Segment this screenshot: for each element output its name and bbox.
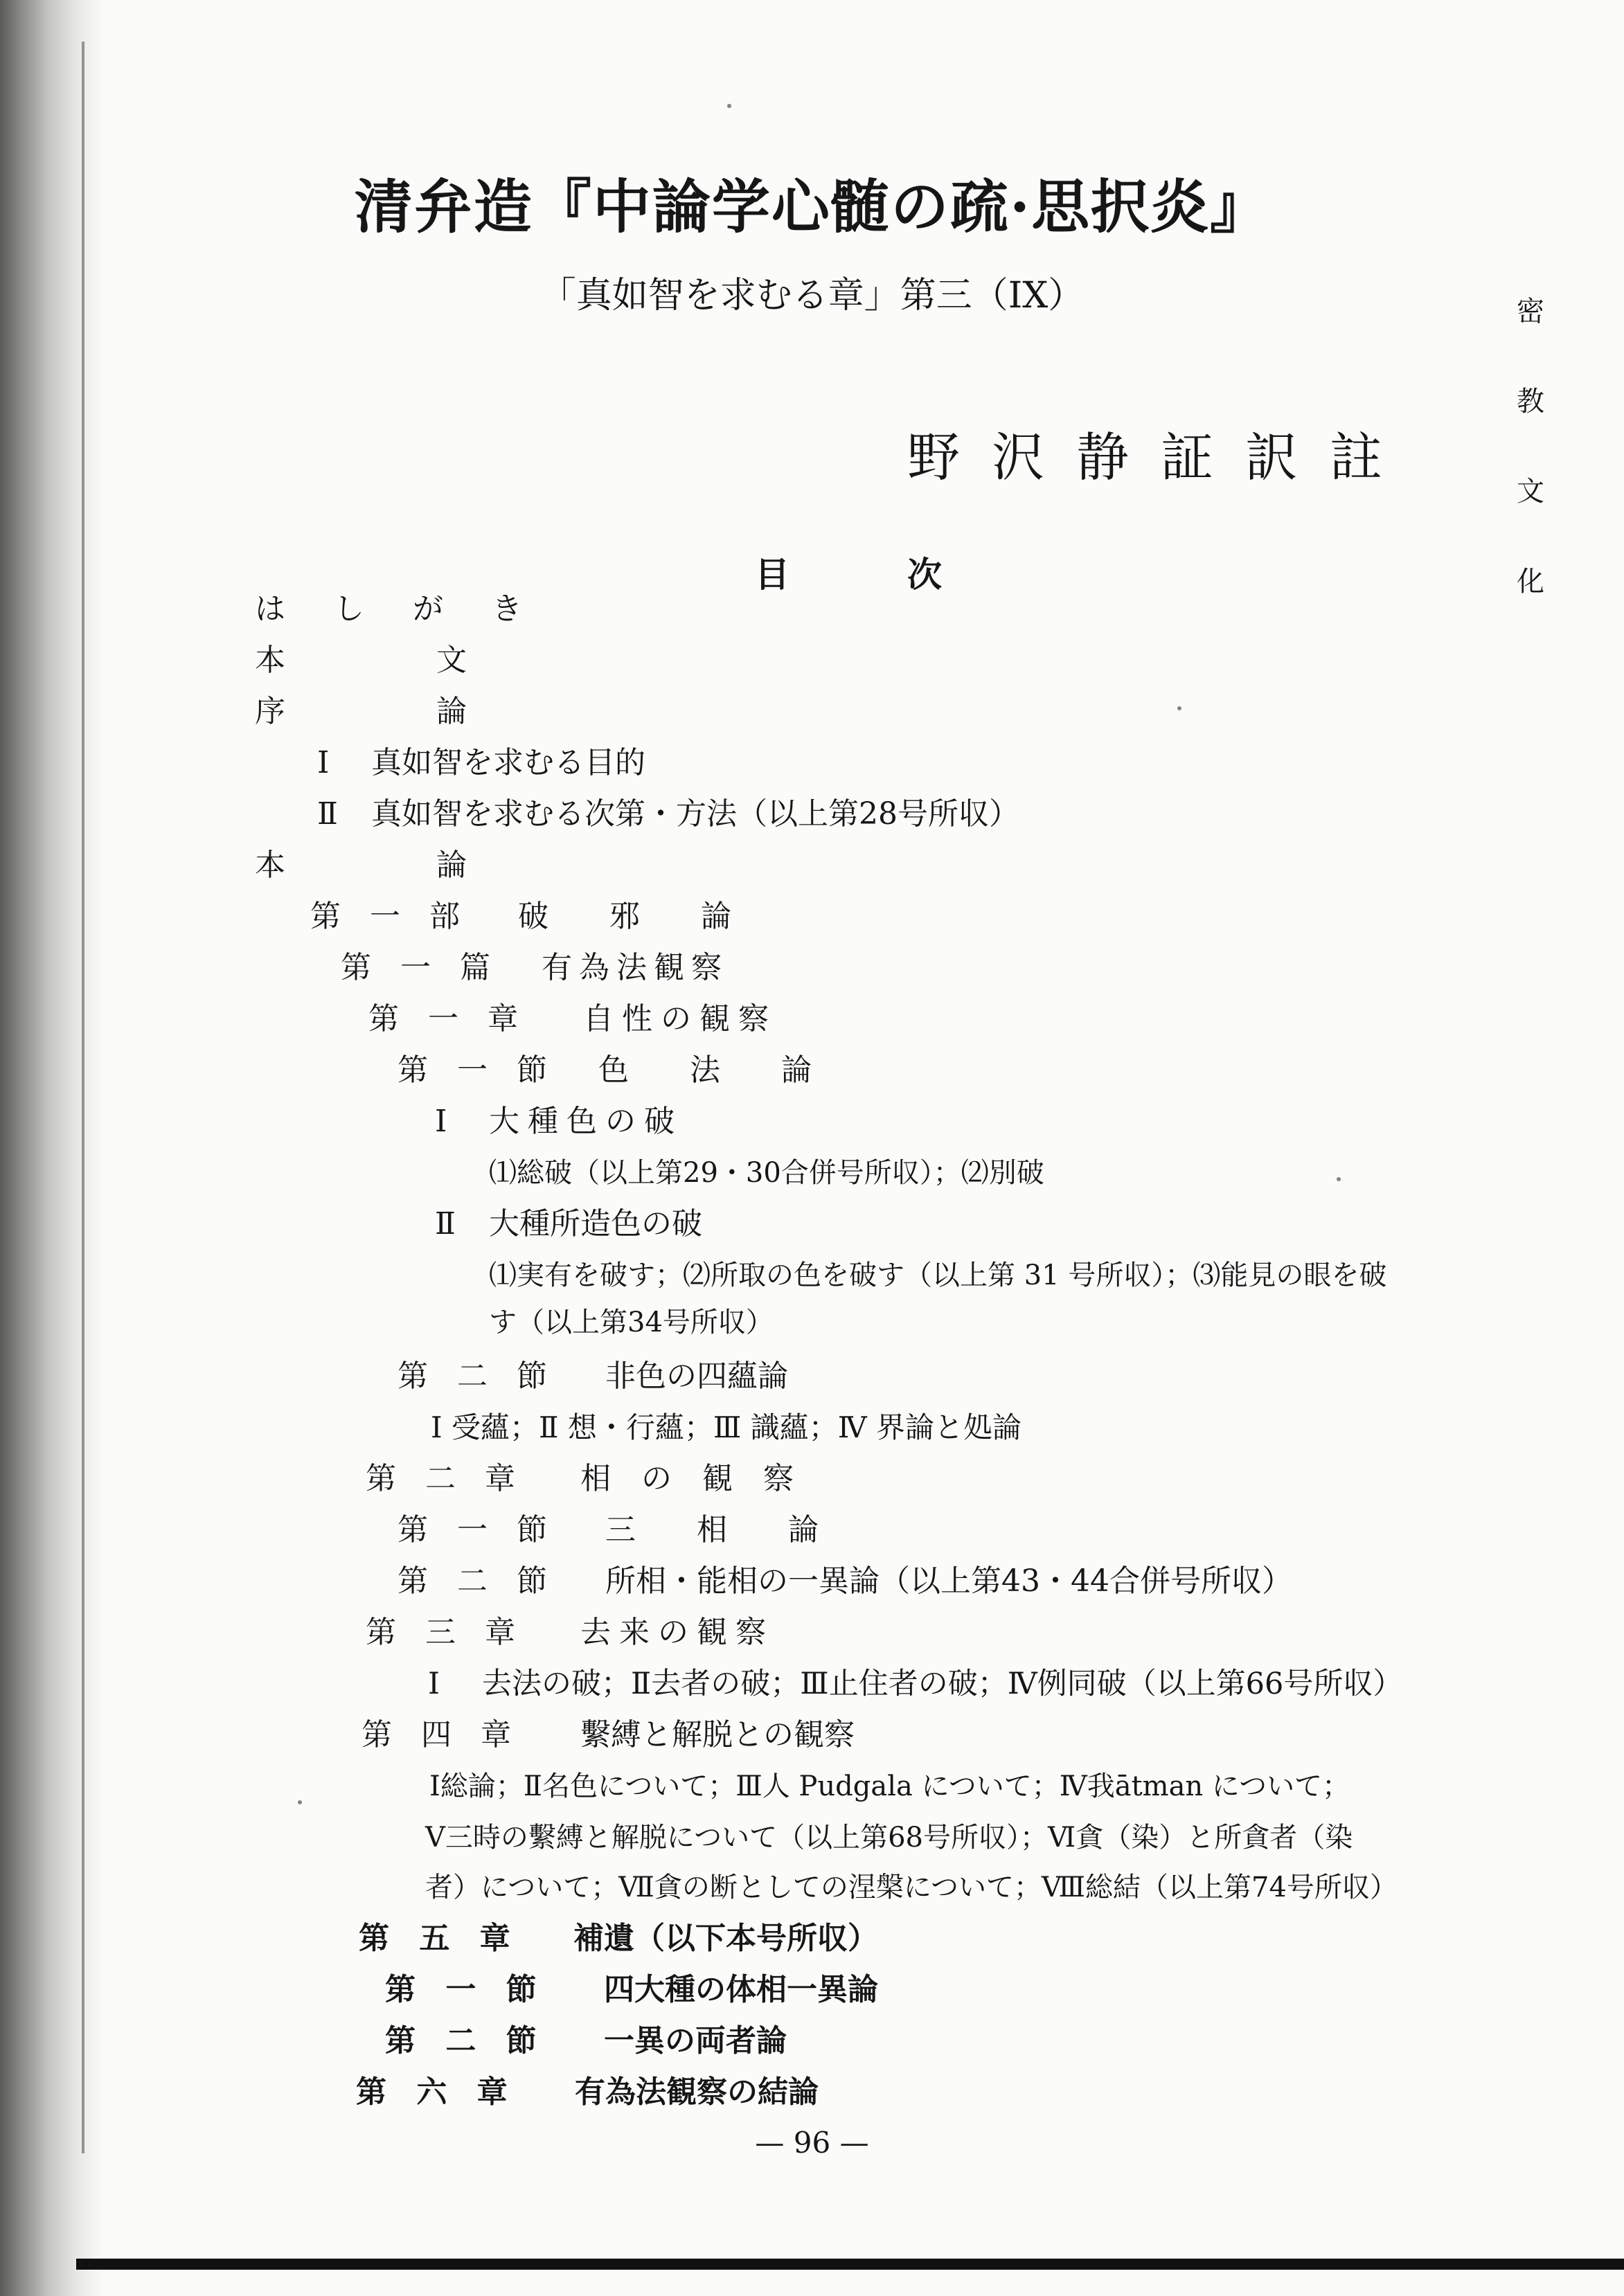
toc-entry-text: す（以上第34号所収）	[489, 1307, 774, 1338]
toc-entry	[385, 1969, 878, 2011]
toc-entry-label: Ⅱ	[435, 1206, 456, 1241]
toc-entry-text: 四大種の体相一異論	[604, 1972, 878, 2007]
toc-entry-text: Ⅰ 受蘊；Ⅱ 想・行蘊；Ⅲ 識蘊；Ⅳ 界論と処論	[431, 1410, 1022, 1444]
toc-entry-text: Ⅰ総論；Ⅱ名色について；Ⅲ人 Pudgala について；Ⅳ我ātman について；	[429, 1770, 1350, 1802]
toc-entry	[429, 1766, 1350, 1807]
toc-heading-left: 目	[755, 554, 789, 595]
toc-entry	[255, 640, 467, 681]
toc-entry	[385, 2020, 787, 2062]
toc-entry-text: 有為法観察	[542, 950, 729, 985]
toc-entry-label: は し が き	[255, 591, 542, 627]
toc-entry-text: 大種色の破	[489, 1104, 683, 1139]
toc-entry-label: 本	[255, 847, 285, 883]
toc-entry	[489, 1255, 1386, 1296]
journal-char: 密	[1517, 296, 1544, 328]
toc-entry-label: Ⅰ	[317, 745, 330, 780]
toc-entry-text: 真如智を求むる目的	[371, 745, 645, 780]
toc-entry-label: Ⅰ	[435, 1104, 447, 1139]
toc-heading	[755, 547, 942, 597]
binding-gutter-shadow	[0, 0, 104, 2296]
toc-heading-right: 次	[907, 554, 942, 595]
toc-entry	[435, 1203, 702, 1245]
toc-entry-text: 論	[436, 694, 467, 729]
toc-entry	[425, 1867, 1398, 1908]
toc-entry-text: ⑴実有を破す；⑵所取の色を破す（以上第 31 号所収）；⑶能見の眼を破	[489, 1259, 1387, 1291]
toc-entry-text: 者）について；Ⅶ貪の断としての涅槃について；Ⅷ総結（以上第74号所収）	[425, 1872, 1398, 1903]
toc-entry	[317, 742, 645, 784]
toc-entry-text: 論	[436, 847, 467, 883]
journal-char: 文	[1517, 476, 1544, 508]
toc-entry-label: 第 一 節	[385, 1972, 546, 2007]
toc-entry-text: 大種所造色の破	[489, 1206, 702, 1241]
toc-entry	[255, 589, 542, 630]
toc-entry	[255, 845, 467, 886]
toc-entry	[366, 1458, 794, 1500]
toc-entry	[425, 1817, 1353, 1858]
toc-entry	[489, 1152, 1044, 1194]
scan-speck	[1337, 1177, 1341, 1181]
toc-entry-text: 破 邪 論	[518, 899, 731, 934]
toc-entry-label: Ⅰ	[428, 1667, 440, 1701]
toc-entry-text: 相 の 観 察	[580, 1461, 794, 1496]
toc-entry	[366, 1612, 774, 1653]
toc-entry	[341, 947, 729, 989]
toc-entry-text: 文	[436, 643, 467, 678]
toc-entry-label: 序	[255, 694, 285, 729]
toc-entry-label: 第 一 篇	[341, 950, 500, 985]
toc-entry	[489, 1302, 774, 1343]
toc-entry	[362, 1714, 855, 1756]
toc-entry	[398, 1050, 812, 1091]
toc-entry	[356, 2072, 819, 2113]
toc-entry-text: 去法の破；Ⅱ去者の破；Ⅲ止住者の破；Ⅳ例同破（以上第66号所収）	[482, 1667, 1403, 1701]
article-subtitle: 「真如智を求むる章」第三（IX）	[539, 275, 1085, 316]
journal-name-vertical	[1510, 267, 1551, 627]
toc-entry-label: 第 二 節	[398, 1563, 557, 1599]
toc-entry	[435, 1101, 683, 1142]
toc-entry-text: 有為法観察の結論	[575, 2074, 819, 2110]
toc-entry	[255, 691, 467, 733]
toc-entry-text: 去来の観察	[580, 1615, 774, 1650]
toc-entry-label: 第 一 節	[398, 1512, 557, 1548]
toc-entry-text: 補遺（以下本号所収）	[573, 1921, 878, 1956]
toc-entry-text: Ⅴ三時の繫縛と解脱について（以上第68号所収）；Ⅵ貪（染）と所貪者（染	[425, 1822, 1353, 1854]
toc-entry-label: 第 二 章	[366, 1461, 525, 1496]
toc-entry-label: 第 一 章	[368, 1001, 528, 1037]
toc-entry-text: 真如智を求むる次第・方法（以上第28号所収）	[371, 796, 1019, 832]
toc-entry-label: Ⅱ	[317, 796, 338, 832]
toc-entry	[428, 1663, 1402, 1705]
journal-char: 教	[1517, 386, 1544, 418]
toc-entry-label: 第 五 章	[359, 1921, 520, 1956]
toc-entry	[398, 1561, 1292, 1602]
toc-entry-text: ⑴総破（以上第29・30合併号所収）；⑵別破	[489, 1157, 1044, 1189]
toc-entry	[368, 998, 777, 1040]
page-number: — 96 —	[755, 2126, 869, 2160]
toc-entry-text: 一異の両者論	[604, 2023, 787, 2059]
toc-entry	[310, 896, 731, 938]
toc-entry-label: 第 一 節	[398, 1052, 557, 1088]
scan-speck	[298, 1800, 302, 1804]
toc-entry-text: 非色の四蘊論	[605, 1358, 788, 1394]
toc-entry	[359, 1918, 878, 1959]
toc-entry-text: 繫縛と解脱との観察	[580, 1717, 855, 1752]
toc-entry-label: 本	[255, 643, 285, 678]
toc-entry-label: 第 二 節	[398, 1358, 557, 1394]
toc-entry	[398, 1356, 788, 1397]
toc-entry-text: 自性の観察	[583, 1001, 777, 1037]
toc-entry-text: 三 相 論	[605, 1512, 819, 1548]
toc-entry-label: 第 三 章	[366, 1615, 525, 1650]
toc-entry-label: 第 四 章	[362, 1717, 521, 1752]
toc-entry	[398, 1509, 819, 1551]
toc-entry-label: 第 六 章	[356, 2074, 517, 2110]
toc-entry	[431, 1407, 1021, 1449]
article-title: 清弁造『中論学心髄の疏·思択炎』	[354, 172, 1270, 241]
toc-entry-label: 第 一 部	[310, 899, 470, 934]
toc-entry-text: 色 法 論	[598, 1052, 812, 1088]
toc-entry	[317, 793, 1019, 835]
toc-entry-label: 第 二 節	[385, 2023, 546, 2059]
journal-char: 化	[1517, 566, 1544, 598]
scan-speck	[1177, 706, 1181, 710]
binding-edge-line	[82, 42, 84, 2153]
author-translator: 野沢静証訳註	[907, 427, 1414, 488]
bottom-scan-edge	[76, 2259, 1624, 2270]
scan-speck	[727, 104, 731, 108]
toc-entry-text: 所相・能相の一異論（以上第43・44合併号所収）	[605, 1563, 1292, 1599]
